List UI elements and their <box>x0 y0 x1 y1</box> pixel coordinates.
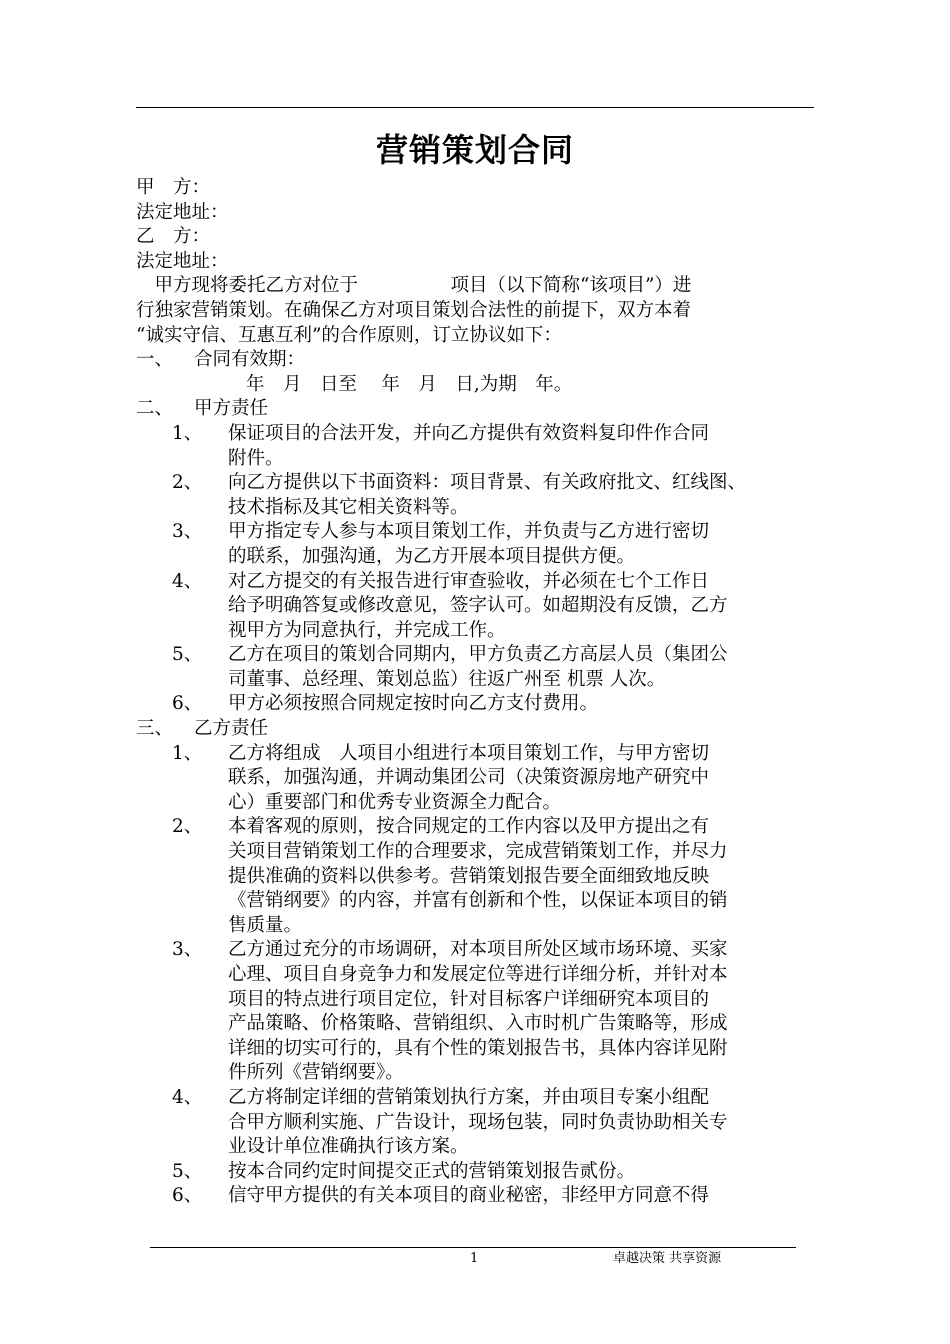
item-line: 联系，加强沟通，并调动集团公司（决策资源房地产研究中 <box>228 767 710 789</box>
document-body <box>136 176 816 1209</box>
party-a-items <box>136 422 816 717</box>
item-number: 3、 <box>172 521 203 543</box>
item-line: 乙方将制定详细的营销策划执行方案，并由项目专案小组配 <box>228 1086 710 1108</box>
section-heading: 甲方责任 <box>194 398 269 420</box>
footer-brand: 卓越决策 共享资源 <box>613 1251 722 1266</box>
item-line: 甲方指定专人参与本项目策划工作，并负责与乙方进行密切 <box>228 521 710 543</box>
party-b-items <box>136 742 816 1209</box>
item-line: 的联系，加强沟通，为乙方开展本项目提供方便。 <box>228 545 636 567</box>
item-line: 甲方必须按照合同规定按时向乙方支付费用。 <box>228 693 599 715</box>
item-line: 《营销纲要》的内容，并富有创新和个性，以保证本项目的销 <box>228 890 728 912</box>
item-line: 心理、项目自身竞争力和发展定位等进行详细分析，并针对本 <box>228 964 728 985</box>
section-number: 三、 <box>136 718 174 740</box>
party-line: 乙 方： <box>136 226 211 248</box>
item-text <box>228 520 816 569</box>
item-line: 保证项目的合法开发，并向乙方提供有效资料复印件作合同 <box>228 422 710 444</box>
section-heading: 乙方责任 <box>194 718 269 740</box>
section-heading: 合同有效期： <box>194 349 306 371</box>
item-number: 6、 <box>172 1185 203 1207</box>
list-item <box>136 815 816 938</box>
item-text <box>228 643 816 692</box>
item-text <box>228 692 816 717</box>
list-item <box>136 1184 816 1209</box>
party-line: 法定地址： <box>136 250 229 272</box>
intro-line: 甲方现将委托乙方对位于 项目（以下简称“该项目”）进 <box>136 275 692 297</box>
page-number: 1 <box>470 1251 479 1266</box>
list-item <box>136 643 816 692</box>
item-number: 5、 <box>172 644 203 666</box>
section-number: 一、 <box>136 349 174 371</box>
list-item <box>136 1086 816 1160</box>
section-number: 二、 <box>136 398 174 420</box>
document-title: 营销策划合同 <box>375 131 574 169</box>
item-text <box>228 1160 816 1185</box>
item-line: 视甲方为同意执行，并完成工作。 <box>228 619 506 641</box>
section-party-b <box>136 717 816 742</box>
item-text <box>228 815 816 938</box>
item-line: 按本合同约定时间提交正式的营销策划报告贰份。 <box>228 1160 636 1182</box>
item-line: 业设计单位准确执行该方案。 <box>228 1136 469 1158</box>
item-line: 乙方通过充分的市场调研，对本项目所处区域市场环境、买家 <box>228 939 728 961</box>
item-line: 本着客观的原则，按合同规定的工作内容以及甲方提出之有 <box>228 816 710 838</box>
item-line: 项目的特点进行项目定位，针对目标客户详细研究本项目的 <box>228 988 710 1010</box>
footer-rule <box>150 1247 796 1248</box>
intro-line: “诚实守信、互惠互利”的合作原则，订立协议如下： <box>136 324 562 346</box>
list-item <box>136 692 816 717</box>
section-term <box>136 348 816 373</box>
item-number: 2、 <box>172 816 203 838</box>
item-number: 6、 <box>172 693 203 715</box>
list-item <box>136 570 816 644</box>
list-item <box>136 422 816 471</box>
item-text <box>228 570 816 644</box>
list-item <box>136 938 816 1086</box>
item-line: 产品策略、价格策略、营销组织、入市时机广告策略等，形成 <box>228 1013 728 1035</box>
item-text <box>228 471 816 520</box>
item-line: 关项目营销策划工作的合理要求，完成营销策划工作，并尽力 <box>228 841 728 863</box>
party-line: 法定地址： <box>136 201 229 223</box>
item-number: 1、 <box>172 422 203 444</box>
item-line: 件所列《营销纲要》。 <box>228 1062 404 1084</box>
item-number: 4、 <box>172 570 203 592</box>
item-number: 3、 <box>172 939 203 961</box>
party-line: 甲 方： <box>136 177 211 198</box>
item-number: 5、 <box>172 1160 203 1182</box>
item-text <box>228 1086 816 1160</box>
item-text <box>228 422 816 471</box>
item-line: 对乙方提交的有关报告进行审查验收，并必须在七个工作日 <box>228 570 710 592</box>
list-item <box>136 742 816 816</box>
item-line: 心）重要部门和优秀专业资源全力配合。 <box>228 791 562 813</box>
item-line: 详细的切实可行的，具有个性的策划报告书，具体内容详见附 <box>228 1037 728 1059</box>
item-number: 2、 <box>172 472 203 494</box>
list-item <box>136 520 816 569</box>
item-number: 1、 <box>172 742 203 764</box>
header-rule <box>136 107 814 108</box>
item-line: 售质量。 <box>228 914 303 936</box>
term-detail: 年 月 日至 年 月 日,为期 年。 <box>246 373 573 395</box>
intro-line: 行独家营销策划。在确保乙方对项目策划合法性的前提下，双方本着 <box>136 299 692 321</box>
item-line: 技术指标及其它相关资料等。 <box>228 496 469 518</box>
item-line: 司董事、总经理、策划总监）往返广州至 机票 人次。 <box>228 668 666 690</box>
item-line: 乙方将组成 人项目小组进行本项目策划工作，与甲方密切 <box>228 742 710 764</box>
item-number: 4、 <box>172 1086 203 1108</box>
item-text <box>228 1184 816 1209</box>
item-line: 向乙方提供以下书面资料：项目背景、有关政府批文、红线图、 <box>228 472 747 494</box>
item-text <box>228 742 816 816</box>
party-info <box>136 176 816 274</box>
item-line: 合甲方顺利实施、广告设计，现场包装，同时负责协助相关专 <box>228 1111 728 1133</box>
item-line: 附件。 <box>228 447 284 469</box>
item-text <box>228 938 816 1086</box>
list-item <box>136 1160 816 1185</box>
item-line: 信守甲方提供的有关本项目的商业秘密，非经甲方同意不得 <box>228 1185 710 1207</box>
list-item <box>136 471 816 520</box>
section-party-a <box>136 397 816 422</box>
item-line: 提供准确的资料以供参考。营销策划报告要全面细致地反映 <box>228 865 710 887</box>
intro-paragraph <box>136 274 816 348</box>
item-line: 乙方在项目的策划合同期内，甲方负责乙方高层人员（集团公 <box>228 644 728 666</box>
item-line: 给予明确答复或修改意见，签字认可。如超期没有反馈，乙方 <box>228 595 728 617</box>
